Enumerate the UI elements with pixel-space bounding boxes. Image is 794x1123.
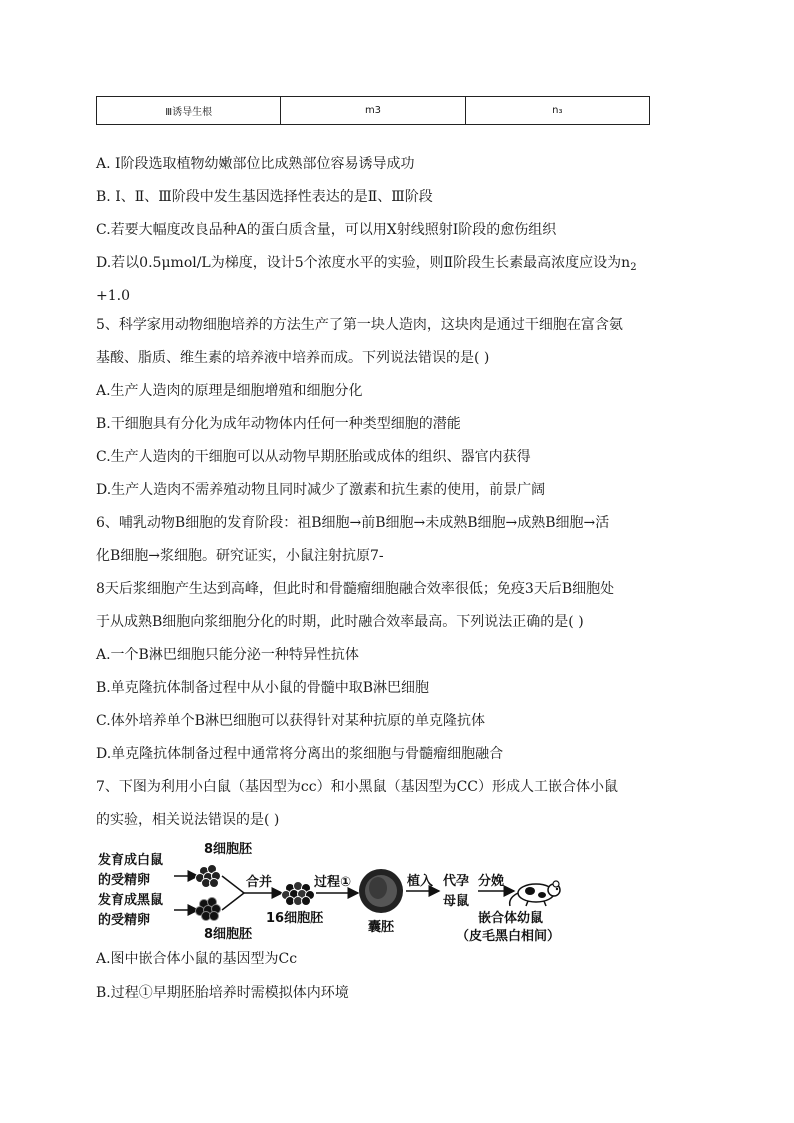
q5-option-a: A.生产人造肉的原理是细胞增殖和细胞分化 <box>96 383 363 399</box>
implant-label: 植入 <box>407 874 434 889</box>
q7-option-b: B.过程①早期胚胎培养时需模拟体内环境 <box>96 985 349 1001</box>
embryo8-bottom-label: 8细胞胚 <box>204 927 253 942</box>
white-egg-label-2: 的受精卵 <box>98 873 151 888</box>
q4-option-b: B. Ⅰ、Ⅱ、Ⅲ阶段中发生基因选择性表达的是Ⅱ、Ⅲ阶段 <box>96 189 433 205</box>
q5-stem-line-2: 基酸、脂质、维生素的培养液中培养而成。下列说法错误的是( ) <box>96 350 490 366</box>
table-row <box>97 97 650 125</box>
chimera-mouse-icon <box>510 881 560 906</box>
q7-option-a: A.图中嵌合体小鼠的基因型为Cc <box>96 951 298 967</box>
white-8cell-embryo-icon <box>196 865 221 888</box>
black-egg-label-2: 的受精卵 <box>98 913 151 928</box>
q6-stem-line-2: 化B细胞→浆细胞。研究证实，小鼠注射抗原7- <box>96 548 384 564</box>
q7-stem-line-1: 7、下图为利用小白鼠（基因型为cc）和小黑鼠（基因型为CC）形成人工嵌合体小鼠 <box>96 779 619 795</box>
q6-stem-line-4: 于从成熟B细胞向浆细胞分化的时期，此时融合效率最高。下列说法正确的是( ) <box>96 614 584 630</box>
q4-option-c: C.若要大幅度改良品种A的蛋白质含量，可以用X射线照射Ⅰ阶段的愈伤组织 <box>96 222 557 238</box>
surrogate-label-1: 代孕 <box>443 874 470 889</box>
q6-stem-line-1: 6、哺乳动物B细胞的发育阶段：祖B细胞→前B细胞→未成熟B细胞→成熟B细胞→活 <box>96 515 610 531</box>
q5-option-c: C.生产人造肉的干细胞可以从动物早期胚胎或成体的组织、器官内获得 <box>96 449 531 465</box>
table-cell-stage: Ⅲ诱导生根 <box>97 97 281 125</box>
merge-label: 合并 <box>246 875 273 890</box>
q7-stem-line-2: 的实验，相关说法错误的是( ) <box>96 812 280 828</box>
table-cell-n: n₃ <box>465 97 649 125</box>
black-egg-label-1: 发育成黑鼠 <box>98 893 164 908</box>
surrogate-label-2: 母鼠 <box>443 894 470 909</box>
q6-option-d: D.单克隆抗体制备过程中通常将分离出的浆细胞与骨髓瘤细胞融合 <box>96 746 504 762</box>
q6-option-c: C.体外培养单个B淋巴细胞可以获得针对某种抗原的单克隆抗体 <box>96 713 485 729</box>
q4-option-d-text: D.若以0.5μmol/L为梯度，设计5个浓度水平的实验，则Ⅱ阶段生长素最高浓度应设为n <box>96 255 631 271</box>
q4-option-a: A. Ⅰ阶段选取植物幼嫩部位比成熟部位容易诱导成功 <box>96 156 415 172</box>
chimera-experiment-figure <box>96 838 596 944</box>
q5-option-d: D.生产人造肉不需养殖动物且同时减少了激素和抗生素的使用，前景广阔 <box>96 482 546 498</box>
q4-option-d-subscript: 2 <box>630 262 637 273</box>
delivery-label: 分娩 <box>478 874 505 889</box>
embryo16-icon <box>282 882 315 906</box>
q5-stem-line-1: 5、科学家用动物细胞培养的方法生产了第一块人造肉，这块肉是通过干细胞在富含氨 <box>96 317 623 333</box>
embryo8-top-label: 8细胞胚 <box>204 842 253 857</box>
merge-line-bottom <box>222 893 244 910</box>
white-egg-label-1: 发育成白鼠 <box>98 853 164 868</box>
blastocyst-label: 囊胚 <box>368 920 395 935</box>
embryo16-label: 16细胞胚 <box>266 911 324 926</box>
chimera-label-2: （皮毛黑白相间） <box>456 929 561 944</box>
q6-stem-line-3: 8天后浆细胞产生达到高峰，但此时和骨髓瘤细胞融合效率很低；免疫3天后B细胞处 <box>96 581 615 597</box>
q4-option-d <box>96 254 637 277</box>
data-table <box>96 96 650 125</box>
q4-option-d-continued: +1.0 <box>96 288 130 304</box>
q6-option-a: A.一个B淋巴细胞只能分泌一种特异性抗体 <box>96 647 359 663</box>
blastocyst-icon <box>359 869 403 913</box>
black-8cell-embryo-icon <box>196 898 221 921</box>
chimera-label-1: 嵌合体幼鼠 <box>478 911 544 926</box>
process1-label: 过程① <box>314 875 352 890</box>
merge-line-top <box>222 876 244 893</box>
q6-option-b: B.单克隆抗体制备过程中从小鼠的骨髓中取B淋巴细胞 <box>96 680 430 696</box>
q5-option-b: B.干细胞具有分化为成年动物体内任何一种类型细胞的潜能 <box>96 416 461 432</box>
table-cell-m: m3 <box>281 97 465 125</box>
